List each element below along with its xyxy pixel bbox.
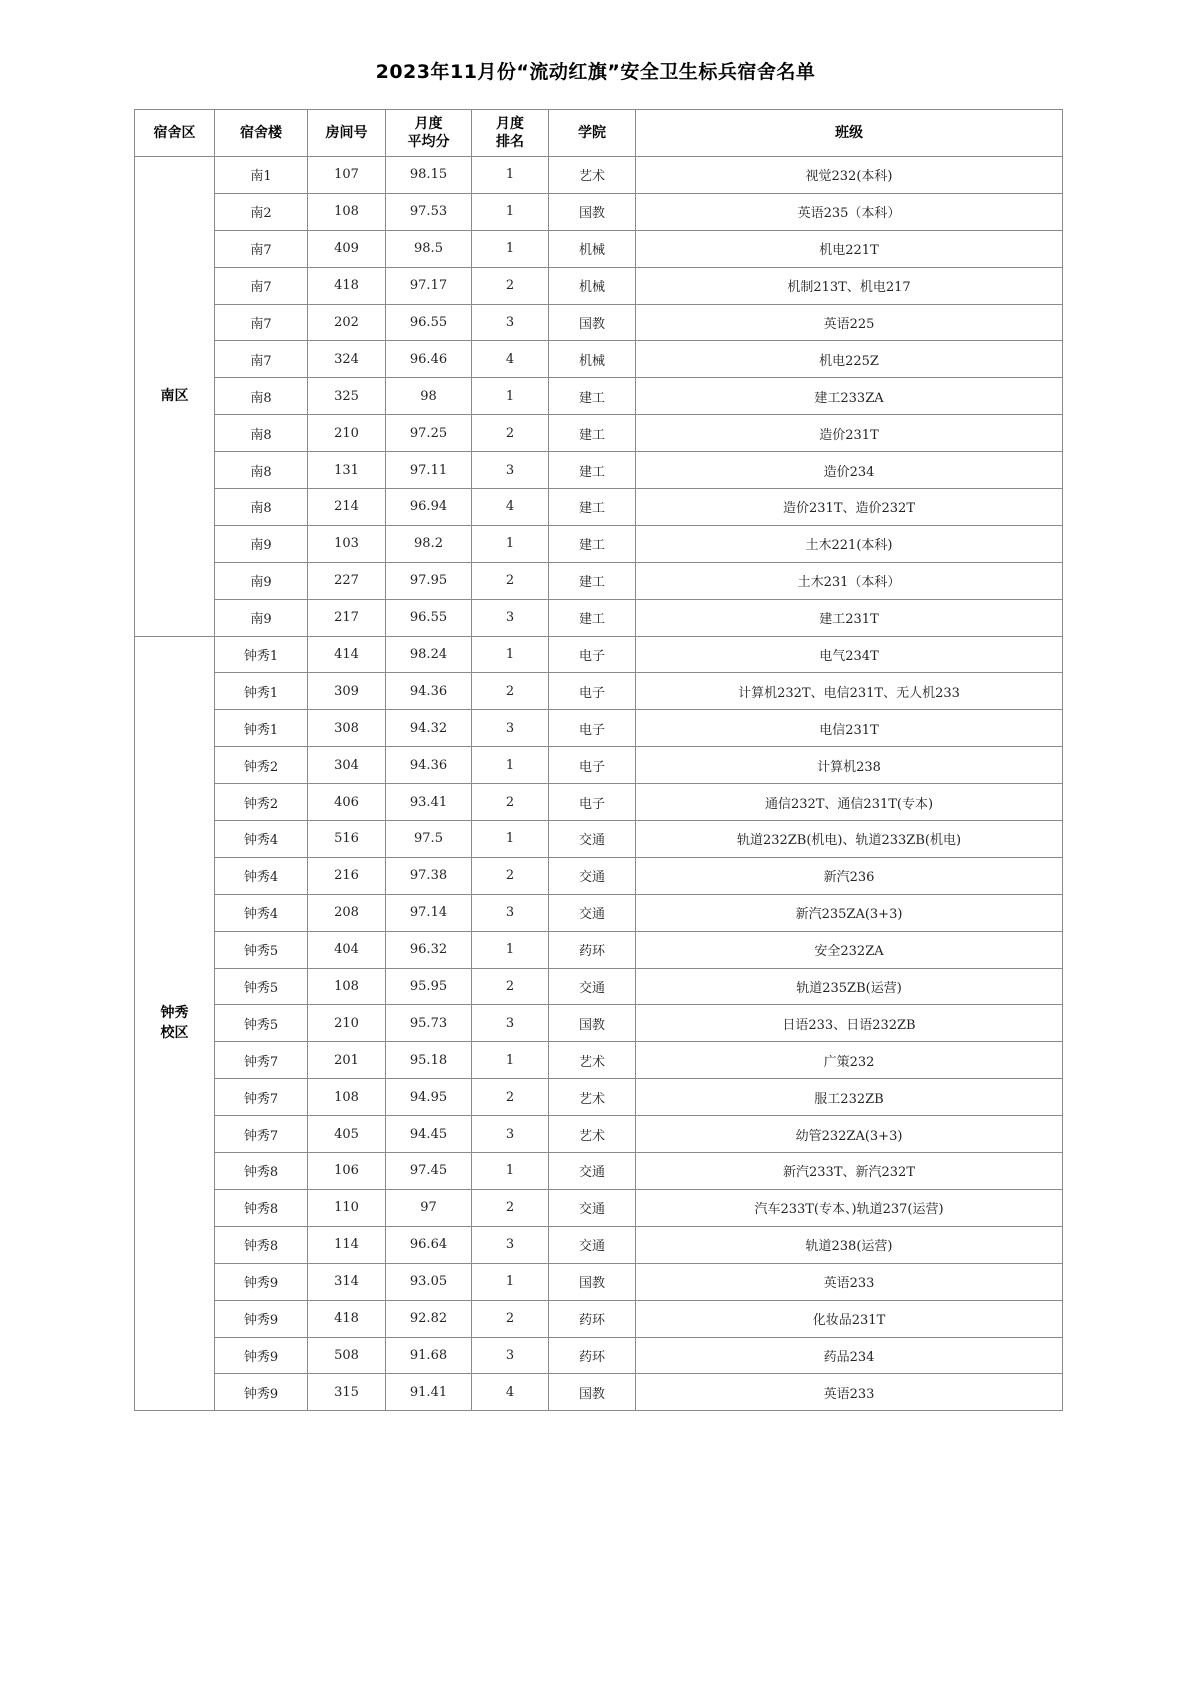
cell-room: 325 [308,378,386,415]
cell-class: 广策232 [636,1042,1063,1079]
cell-class: 计算机238 [636,747,1063,784]
table-row [135,193,1063,230]
cell-college: 电子 [549,747,636,784]
cell-college: 国教 [549,1263,636,1300]
table-row [135,304,1063,341]
cell-class: 轨道235ZB(运营) [636,968,1063,1005]
area-cell [135,636,215,1411]
cell-rank: 3 [472,1226,549,1263]
cell-building: 南9 [215,562,308,599]
table-row [135,378,1063,415]
cell-room: 216 [308,857,386,894]
cell-college: 机械 [549,267,636,304]
cell-rank: 2 [472,673,549,710]
cell-rank: 1 [472,230,549,267]
table-row [135,747,1063,784]
cell-college: 交通 [549,968,636,1005]
cell-building: 钟秀2 [215,747,308,784]
header-average-line1: 月度 [414,116,443,132]
cell-average-score: 97.5 [386,821,472,858]
cell-college: 国教 [549,193,636,230]
cell-room: 227 [308,562,386,599]
cell-average-score: 98.5 [386,230,472,267]
area-cell [135,157,215,637]
header-building: 宿舍楼 [215,110,308,157]
cell-building: 南7 [215,341,308,378]
cell-room: 210 [308,1005,386,1042]
cell-building: 南8 [215,378,308,415]
cell-average-score: 91.41 [386,1374,472,1411]
cell-class: 化妆品231T [636,1300,1063,1337]
table-row [135,1153,1063,1190]
header-area: 宿舍区 [135,110,215,157]
cell-class: 电气234T [636,636,1063,673]
cell-class: 通信232T、通信231T(专本) [636,784,1063,821]
cell-room: 324 [308,341,386,378]
cell-building: 南7 [215,267,308,304]
cell-college: 建工 [549,378,636,415]
cell-rank: 1 [472,378,549,415]
cell-class: 造价234 [636,452,1063,489]
area-label-line: 南区 [160,388,189,405]
cell-rank: 1 [472,193,549,230]
cell-class: 服工232ZB [636,1079,1063,1116]
header-rank-line2: 排名 [496,134,524,150]
cell-college: 交通 [549,1226,636,1263]
cell-rank: 2 [472,1300,549,1337]
cell-average-score: 91.68 [386,1337,472,1374]
cell-average-score: 96.55 [386,599,472,636]
cell-average-score: 98.2 [386,525,472,562]
table-row [135,636,1063,673]
cell-building: 南7 [215,304,308,341]
cell-building: 南9 [215,599,308,636]
cell-college: 交通 [549,894,636,931]
cell-average-score: 93.41 [386,784,472,821]
cell-building: 钟秀1 [215,673,308,710]
cell-average-score: 92.82 [386,1300,472,1337]
cell-room: 308 [308,710,386,747]
cell-class: 电信231T [636,710,1063,747]
cell-building: 钟秀5 [215,968,308,1005]
page-title: 2023年11月份“流动红旗”安全卫生标兵宿舍名单 [375,60,816,83]
cell-rank: 1 [472,157,549,194]
header-average-line2: 平均分 [407,134,450,150]
cell-rank: 2 [472,562,549,599]
table-row [135,157,1063,194]
cell-average-score: 94.36 [386,747,472,784]
cell-class: 英语235（本科） [636,193,1063,230]
table-row [135,599,1063,636]
cell-room: 131 [308,452,386,489]
cell-college: 建工 [549,452,636,489]
cell-average-score: 95.73 [386,1005,472,1042]
cell-building: 钟秀9 [215,1263,308,1300]
cell-rank: 1 [472,821,549,858]
cell-building: 钟秀4 [215,821,308,858]
cell-class: 视觉232(本科) [636,157,1063,194]
cell-room: 508 [308,1337,386,1374]
cell-average-score: 94.32 [386,710,472,747]
cell-college: 国教 [549,1374,636,1411]
cell-room: 210 [308,415,386,452]
cell-class: 幼管232ZA(3+3) [636,1116,1063,1153]
dormitory-roster-table [134,109,1063,1411]
cell-building: 钟秀8 [215,1226,308,1263]
cell-building: 钟秀2 [215,784,308,821]
cell-college: 国教 [549,304,636,341]
cell-average-score: 98 [386,378,472,415]
cell-class: 安全232ZA [636,931,1063,968]
cell-room: 103 [308,525,386,562]
table-row [135,1337,1063,1374]
cell-college: 艺术 [549,1079,636,1116]
cell-rank: 3 [472,894,549,931]
cell-average-score: 94.36 [386,673,472,710]
table-row [135,931,1063,968]
cell-class: 机电221T [636,230,1063,267]
cell-building: 钟秀4 [215,894,308,931]
table-row [135,1226,1063,1263]
cell-college: 药环 [549,931,636,968]
cell-building: 钟秀7 [215,1079,308,1116]
cell-rank: 1 [472,931,549,968]
table-row [135,267,1063,304]
cell-average-score: 97.17 [386,267,472,304]
cell-class: 土木221(本科) [636,525,1063,562]
cell-room: 108 [308,968,386,1005]
header-rank-line1: 月度 [496,116,524,132]
table-row [135,1374,1063,1411]
cell-building: 钟秀5 [215,931,308,968]
cell-building: 南8 [215,452,308,489]
cell-room: 404 [308,931,386,968]
table-row [135,562,1063,599]
cell-building: 钟秀1 [215,636,308,673]
cell-rank: 3 [472,710,549,747]
cell-room: 405 [308,1116,386,1153]
table-row [135,1189,1063,1226]
cell-college: 艺术 [549,157,636,194]
cell-building: 钟秀1 [215,710,308,747]
cell-average-score: 97.45 [386,1153,472,1190]
cell-average-score: 97.53 [386,193,472,230]
cell-class: 汽车233T(专本、)轨道237(运营) [636,1189,1063,1226]
table-row [135,1042,1063,1079]
table-row [135,1116,1063,1153]
cell-college: 交通 [549,1189,636,1226]
table-row [135,894,1063,931]
cell-class: 机制213T、机电217 [636,267,1063,304]
cell-room: 418 [308,1300,386,1337]
cell-rank: 3 [472,599,549,636]
cell-average-score: 94.95 [386,1079,472,1116]
cell-college: 电子 [549,710,636,747]
cell-class: 日语233、日语232ZB [636,1005,1063,1042]
cell-rank: 1 [472,1263,549,1300]
cell-room: 314 [308,1263,386,1300]
cell-room: 406 [308,784,386,821]
cell-rank: 3 [472,1337,549,1374]
cell-college: 交通 [549,857,636,894]
cell-college: 建工 [549,415,636,452]
cell-class: 土木231（本科） [636,562,1063,599]
cell-rank: 2 [472,1079,549,1116]
cell-class: 机电225Z [636,341,1063,378]
cell-average-score: 97.11 [386,452,472,489]
cell-average-score: 97.14 [386,894,472,931]
cell-class: 新汽235ZA(3+3) [636,894,1063,931]
cell-rank: 2 [472,784,549,821]
cell-college: 交通 [549,821,636,858]
cell-building: 南8 [215,489,308,526]
cell-college: 建工 [549,489,636,526]
cell-college: 电子 [549,784,636,821]
cell-average-score: 97.95 [386,562,472,599]
cell-college: 艺术 [549,1042,636,1079]
cell-room: 110 [308,1189,386,1226]
header-college: 学院 [549,110,636,157]
cell-rank: 2 [472,267,549,304]
cell-class: 造价231T [636,415,1063,452]
cell-building: 钟秀5 [215,1005,308,1042]
cell-class: 计算机232T、电信231T、无人机233 [636,673,1063,710]
cell-building: 钟秀9 [215,1300,308,1337]
cell-college: 电子 [549,636,636,673]
cell-average-score: 98.24 [386,636,472,673]
cell-building: 南7 [215,230,308,267]
table-row [135,415,1063,452]
cell-average-score: 96.64 [386,1226,472,1263]
cell-room: 217 [308,599,386,636]
table-row [135,341,1063,378]
table-row [135,1300,1063,1337]
cell-rank: 2 [472,968,549,1005]
header-average-score [386,110,472,157]
table-row [135,784,1063,821]
cell-class: 英语233 [636,1263,1063,1300]
cell-average-score: 95.18 [386,1042,472,1079]
table-header-row [135,110,1063,157]
cell-rank: 3 [472,1005,549,1042]
table-row [135,525,1063,562]
cell-rank: 3 [472,304,549,341]
area-label-line: 校区 [160,1025,189,1042]
cell-building: 南8 [215,415,308,452]
table-row [135,821,1063,858]
cell-class: 药品234 [636,1337,1063,1374]
cell-college: 药环 [549,1300,636,1337]
cell-average-score: 94.45 [386,1116,472,1153]
cell-room: 208 [308,894,386,931]
cell-average-score: 98.15 [386,157,472,194]
cell-building: 钟秀9 [215,1337,308,1374]
cell-room: 309 [308,673,386,710]
cell-rank: 4 [472,341,549,378]
cell-room: 304 [308,747,386,784]
table-row [135,673,1063,710]
cell-rank: 1 [472,1042,549,1079]
cell-building: 南1 [215,157,308,194]
cell-college: 国教 [549,1005,636,1042]
cell-average-score: 97 [386,1189,472,1226]
cell-building: 钟秀8 [215,1153,308,1190]
cell-rank: 4 [472,1374,549,1411]
cell-class: 轨道232ZB(机电)、轨道233ZB(机电) [636,821,1063,858]
cell-class: 轨道238(运营) [636,1226,1063,1263]
cell-building: 钟秀7 [215,1042,308,1079]
cell-class: 新汽236 [636,857,1063,894]
header-room: 房间号 [308,110,386,157]
cell-average-score: 93.05 [386,1263,472,1300]
cell-building: 钟秀4 [215,857,308,894]
cell-building: 南9 [215,525,308,562]
cell-room: 418 [308,267,386,304]
cell-class: 新汽233T、新汽232T [636,1153,1063,1190]
cell-rank: 3 [472,452,549,489]
cell-room: 414 [308,636,386,673]
cell-room: 201 [308,1042,386,1079]
cell-class: 英语233 [636,1374,1063,1411]
table-row [135,1263,1063,1300]
area-label-line: 钟秀 [160,1005,189,1022]
cell-average-score: 97.25 [386,415,472,452]
cell-average-score: 96.46 [386,341,472,378]
table-row [135,230,1063,267]
cell-average-score: 96.55 [386,304,472,341]
cell-building: 钟秀8 [215,1189,308,1226]
cell-building: 南2 [215,193,308,230]
cell-room: 214 [308,489,386,526]
cell-room: 409 [308,230,386,267]
cell-class: 建工233ZA [636,378,1063,415]
table-row [135,452,1063,489]
header-rank [472,110,549,157]
cell-rank: 1 [472,747,549,784]
cell-rank: 1 [472,636,549,673]
cell-college: 建工 [549,599,636,636]
cell-building: 钟秀9 [215,1374,308,1411]
table-row [135,710,1063,747]
table-row [135,1005,1063,1042]
cell-rank: 3 [472,1116,549,1153]
table-row [135,1079,1063,1116]
cell-average-score: 97.38 [386,857,472,894]
cell-room: 516 [308,821,386,858]
table-row [135,857,1063,894]
cell-rank: 1 [472,1153,549,1190]
cell-college: 药环 [549,1337,636,1374]
cell-college: 机械 [549,341,636,378]
cell-average-score: 96.32 [386,931,472,968]
cell-room: 107 [308,157,386,194]
cell-average-score: 95.95 [386,968,472,1005]
cell-average-score: 96.94 [386,489,472,526]
cell-room: 315 [308,1374,386,1411]
cell-building: 钟秀7 [215,1116,308,1153]
cell-college: 艺术 [549,1116,636,1153]
cell-rank: 1 [472,525,549,562]
cell-class: 造价231T、造价232T [636,489,1063,526]
cell-college: 交通 [549,1153,636,1190]
cell-rank: 2 [472,857,549,894]
cell-room: 106 [308,1153,386,1190]
cell-college: 电子 [549,673,636,710]
cell-room: 108 [308,193,386,230]
table-row [135,489,1063,526]
cell-rank: 4 [472,489,549,526]
cell-class: 建工231T [636,599,1063,636]
cell-college: 建工 [549,562,636,599]
cell-room: 202 [308,304,386,341]
cell-college: 建工 [549,525,636,562]
cell-rank: 2 [472,415,549,452]
header-class: 班级 [636,110,1063,157]
table-row [135,968,1063,1005]
cell-class: 英语225 [636,304,1063,341]
cell-rank: 2 [472,1189,549,1226]
table-body [135,157,1063,1411]
cell-college: 机械 [549,230,636,267]
cell-room: 114 [308,1226,386,1263]
cell-room: 108 [308,1079,386,1116]
